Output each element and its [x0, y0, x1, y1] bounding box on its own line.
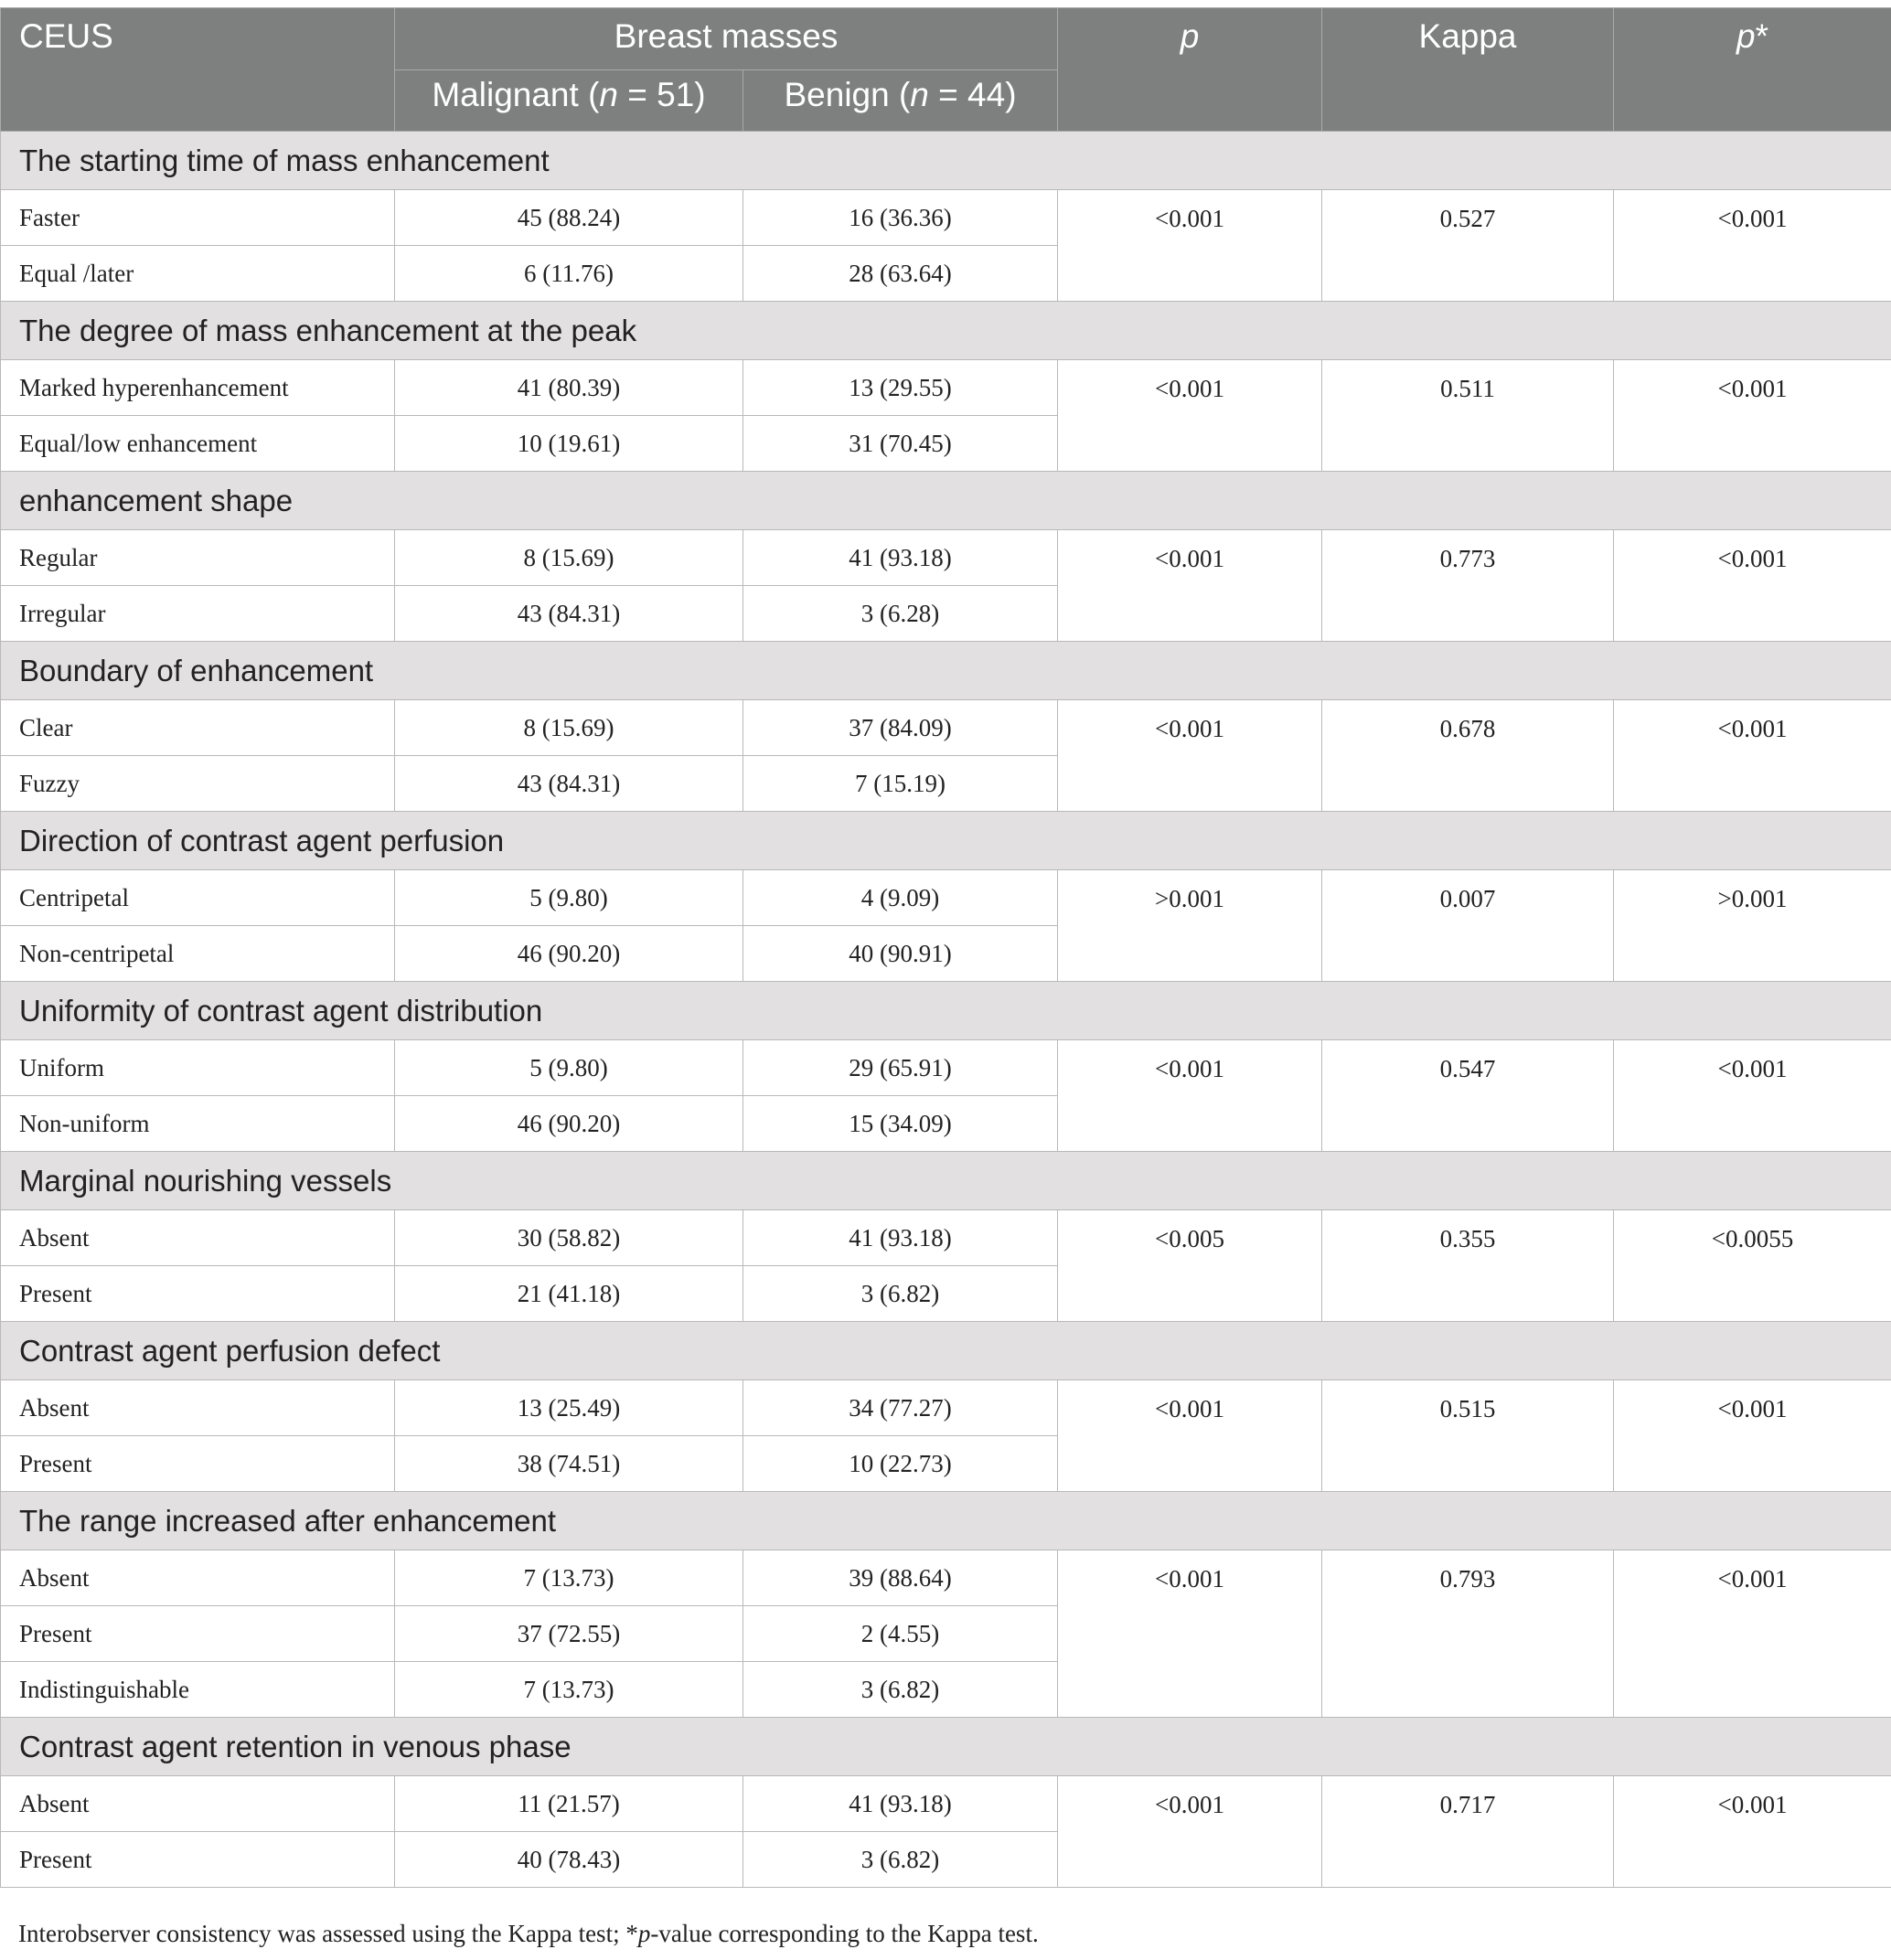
- benign-value: 16 (36.36): [743, 190, 1058, 246]
- header-malignant-prefix: Malignant (: [432, 76, 600, 113]
- header-p-star: [1614, 8, 1891, 132]
- section-header-row: [1, 1718, 1891, 1776]
- p-value: <0.001: [1058, 1380, 1322, 1492]
- benign-value: 29 (65.91): [743, 1040, 1058, 1096]
- header-benign: [743, 70, 1058, 132]
- section-header-row: [1, 812, 1891, 870]
- benign-value: 10 (22.73): [743, 1436, 1058, 1492]
- benign-value: 3 (6.82): [743, 1266, 1058, 1322]
- malignant-value: 7 (13.73): [395, 1662, 743, 1718]
- row-label: Absent: [1, 1380, 395, 1436]
- table-row: [1, 530, 1891, 586]
- row-label: Absent: [1, 1210, 395, 1266]
- header-kappa: Kappa: [1322, 8, 1614, 132]
- row-label: Present: [1, 1606, 395, 1662]
- malignant-value: 38 (74.51): [395, 1436, 743, 1492]
- p-star-value: <0.0055: [1614, 1210, 1891, 1322]
- kappa-value: 0.547: [1322, 1040, 1614, 1152]
- table-row: [1, 1550, 1891, 1606]
- header-p: [1058, 8, 1322, 132]
- section-header-row: [1, 642, 1891, 700]
- section-title: Contrast agent retention in venous phase: [1, 1718, 1891, 1776]
- row-label: Equal/low enhancement: [1, 416, 395, 472]
- header-p-star-p: p: [1736, 17, 1756, 55]
- header-malignant-suffix: = 51): [617, 76, 706, 113]
- malignant-value: 5 (9.80): [395, 1040, 743, 1096]
- row-label: Present: [1, 1436, 395, 1492]
- benign-value: 41 (93.18): [743, 1210, 1058, 1266]
- benign-value: 28 (63.64): [743, 246, 1058, 302]
- section-header-row: [1, 472, 1891, 530]
- malignant-value: 40 (78.43): [395, 1832, 743, 1888]
- benign-value: 15 (34.09): [743, 1096, 1058, 1152]
- benign-value: 34 (77.27): [743, 1380, 1058, 1436]
- kappa-value: 0.678: [1322, 700, 1614, 812]
- p-star-value: <0.001: [1614, 700, 1891, 812]
- section-header-row: [1, 1492, 1891, 1550]
- footnote-p: p: [637, 1920, 651, 1947]
- header-malignant: [395, 70, 743, 132]
- header-p-star-asterisk: *: [1755, 17, 1768, 55]
- benign-value: 31 (70.45): [743, 416, 1058, 472]
- section-title: Contrast agent perfusion defect: [1, 1322, 1891, 1380]
- benign-value: 3 (6.82): [743, 1832, 1058, 1888]
- kappa-value: 0.007: [1322, 870, 1614, 982]
- section-title: The range increased after enhancement: [1, 1492, 1891, 1550]
- header-benign-suffix: = 44): [928, 76, 1017, 113]
- row-label: Non-uniform: [1, 1096, 395, 1152]
- section-title: Marginal nourishing vessels: [1, 1152, 1891, 1210]
- benign-value: 39 (88.64): [743, 1550, 1058, 1606]
- malignant-value: 43 (84.31): [395, 756, 743, 812]
- p-value: >0.001: [1058, 870, 1322, 982]
- section-header-row: [1, 982, 1891, 1040]
- malignant-value: 21 (41.18): [395, 1266, 743, 1322]
- section-title: Direction of contrast agent perfusion: [1, 812, 1891, 870]
- footnote-text-1: Interobserver consistency was assessed using the Kappa test; *: [18, 1920, 638, 1947]
- section-title: Uniformity of contrast agent distribution: [1, 982, 1891, 1040]
- row-label: Centripetal: [1, 870, 395, 926]
- malignant-value: 30 (58.82): [395, 1210, 743, 1266]
- p-value: <0.001: [1058, 1776, 1322, 1888]
- table-row: [1, 870, 1891, 926]
- row-label: Absent: [1, 1776, 395, 1832]
- malignant-value: 46 (90.20): [395, 926, 743, 982]
- table-row: [1, 1380, 1891, 1436]
- p-value: <0.001: [1058, 360, 1322, 472]
- malignant-value: 7 (13.73): [395, 1550, 743, 1606]
- malignant-value: 41 (80.39): [395, 360, 743, 416]
- header-row-1: [1, 8, 1891, 70]
- malignant-value: 13 (25.49): [395, 1380, 743, 1436]
- table-row: [1, 190, 1891, 246]
- row-label: Marked hyperenhancement: [1, 360, 395, 416]
- p-value: <0.001: [1058, 530, 1322, 642]
- section-header-row: [1, 302, 1891, 360]
- kappa-value: 0.355: [1322, 1210, 1614, 1322]
- kappa-value: 0.527: [1322, 190, 1614, 302]
- benign-value: 40 (90.91): [743, 926, 1058, 982]
- header-ceus: CEUS: [1, 8, 395, 132]
- section-title: The starting time of mass enhancement: [1, 132, 1891, 190]
- p-value: <0.001: [1058, 1550, 1322, 1718]
- row-label: Clear: [1, 700, 395, 756]
- p-star-value: <0.001: [1614, 360, 1891, 472]
- benign-value: 13 (29.55): [743, 360, 1058, 416]
- malignant-value: 37 (72.55): [395, 1606, 743, 1662]
- benign-value: 4 (9.09): [743, 870, 1058, 926]
- row-label: Present: [1, 1266, 395, 1322]
- p-star-value: <0.001: [1614, 1380, 1891, 1492]
- row-label: Absent: [1, 1550, 395, 1606]
- header-malignant-n: n: [599, 76, 618, 113]
- table-footnote: [18, 1920, 1039, 1948]
- header-p-text: p: [1180, 17, 1200, 55]
- section-title: enhancement shape: [1, 472, 1891, 530]
- p-star-value: <0.001: [1614, 1550, 1891, 1718]
- table-row: [1, 1040, 1891, 1096]
- table-body: [1, 132, 1891, 1888]
- p-value: <0.001: [1058, 190, 1322, 302]
- benign-value: 3 (6.28): [743, 586, 1058, 642]
- benign-value: 2 (4.55): [743, 1606, 1058, 1662]
- malignant-value: 11 (21.57): [395, 1776, 743, 1832]
- table-row: [1, 700, 1891, 756]
- p-star-value: <0.001: [1614, 530, 1891, 642]
- row-label: Indistinguishable: [1, 1662, 395, 1718]
- row-label: Regular: [1, 530, 395, 586]
- row-label: Irregular: [1, 586, 395, 642]
- header-benign-n: n: [910, 76, 929, 113]
- p-star-value: <0.001: [1614, 1776, 1891, 1888]
- kappa-value: 0.717: [1322, 1776, 1614, 1888]
- malignant-value: 10 (19.61): [395, 416, 743, 472]
- table-row: [1, 1776, 1891, 1832]
- section-title: Boundary of enhancement: [1, 642, 1891, 700]
- p-value: <0.001: [1058, 1040, 1322, 1152]
- p-star-value: <0.001: [1614, 1040, 1891, 1152]
- header-benign-prefix: Benign (: [784, 76, 911, 113]
- row-label: Non-centripetal: [1, 926, 395, 982]
- p-star-value: >0.001: [1614, 870, 1891, 982]
- malignant-value: 45 (88.24): [395, 190, 743, 246]
- row-label: Fuzzy: [1, 756, 395, 812]
- benign-value: 41 (93.18): [743, 530, 1058, 586]
- p-star-value: <0.001: [1614, 190, 1891, 302]
- malignant-value: 5 (9.80): [395, 870, 743, 926]
- kappa-value: 0.773: [1322, 530, 1614, 642]
- section-header-row: [1, 1322, 1891, 1380]
- section-header-row: [1, 1152, 1891, 1210]
- malignant-value: 6 (11.76): [395, 246, 743, 302]
- row-label: Equal /later: [1, 246, 395, 302]
- p-value: <0.005: [1058, 1210, 1322, 1322]
- table-row: [1, 1210, 1891, 1266]
- kappa-value: 0.511: [1322, 360, 1614, 472]
- p-value: <0.001: [1058, 700, 1322, 812]
- malignant-value: 8 (15.69): [395, 530, 743, 586]
- table-row: [1, 360, 1891, 416]
- kappa-value: 0.793: [1322, 1550, 1614, 1718]
- section-header-row: [1, 132, 1891, 190]
- ceus-results-table: [0, 7, 1891, 1888]
- header-breast-masses: Breast masses: [395, 8, 1058, 70]
- malignant-value: 46 (90.20): [395, 1096, 743, 1152]
- row-label: Present: [1, 1832, 395, 1888]
- section-title: The degree of mass enhancement at the peak: [1, 302, 1891, 360]
- benign-value: 37 (84.09): [743, 700, 1058, 756]
- kappa-value: 0.515: [1322, 1380, 1614, 1492]
- malignant-value: 43 (84.31): [395, 586, 743, 642]
- row-label: Uniform: [1, 1040, 395, 1096]
- benign-value: 3 (6.82): [743, 1662, 1058, 1718]
- footnote-text-2: -value corresponding to the Kappa test.: [650, 1920, 1039, 1947]
- benign-value: 41 (93.18): [743, 1776, 1058, 1832]
- benign-value: 7 (15.19): [743, 756, 1058, 812]
- row-label: Faster: [1, 190, 395, 246]
- malignant-value: 8 (15.69): [395, 700, 743, 756]
